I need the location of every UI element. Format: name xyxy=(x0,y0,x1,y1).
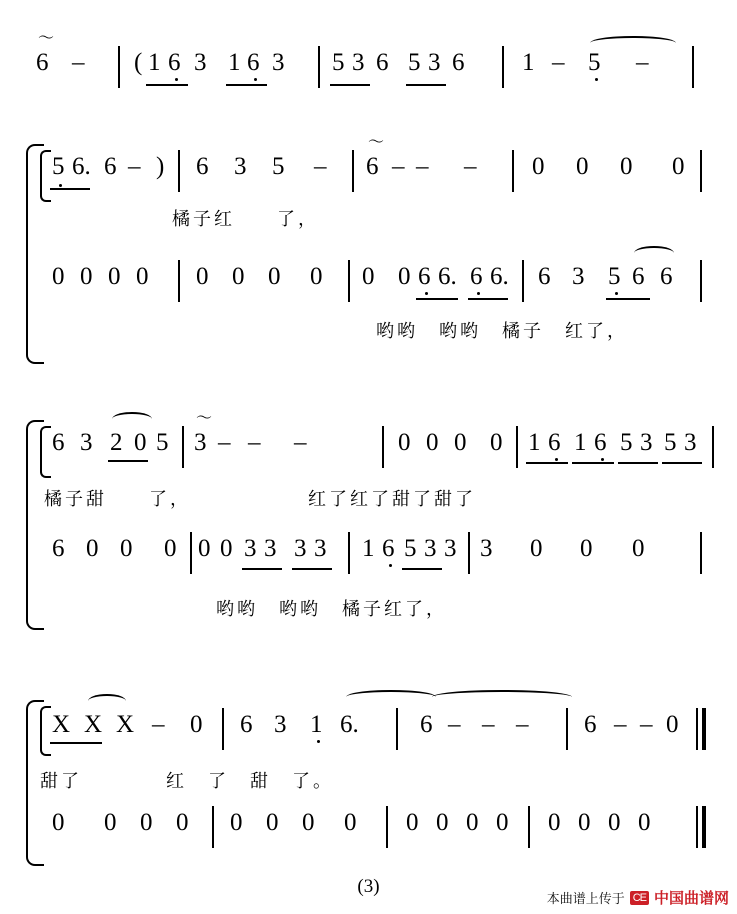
note: 0 xyxy=(576,153,589,180)
note: 6 xyxy=(538,263,551,290)
note: 0 xyxy=(496,809,509,836)
note: – xyxy=(636,49,649,76)
note: 0 xyxy=(344,809,357,836)
lyrics: 橘子红 了， xyxy=(172,209,319,229)
note: 3 xyxy=(272,49,285,76)
note: – xyxy=(248,429,261,456)
note: 3 xyxy=(640,429,653,456)
note: 5 xyxy=(332,49,345,76)
barline xyxy=(348,532,350,574)
final-barline xyxy=(702,806,706,848)
note: 0 xyxy=(426,429,439,456)
note: 0 xyxy=(198,535,211,562)
note: 0 xyxy=(302,809,315,836)
barline xyxy=(516,426,518,468)
page-number: (3) xyxy=(357,876,380,897)
note: – xyxy=(516,711,529,738)
note: 0 xyxy=(176,809,189,836)
footer-credit-text: 本曲谱上传于 xyxy=(546,891,625,906)
note: 6 xyxy=(376,49,389,76)
note: 0 xyxy=(406,809,419,836)
note: 6 xyxy=(632,263,645,290)
barline xyxy=(512,150,514,192)
lyrics: 哟哟 哟哟 橘子 红了， xyxy=(376,321,628,341)
barline xyxy=(566,708,568,750)
note: 3 xyxy=(352,49,365,76)
slur xyxy=(432,690,572,704)
note: 3 xyxy=(294,535,307,562)
note: – xyxy=(482,711,495,738)
barline xyxy=(118,46,120,88)
barline xyxy=(212,806,214,848)
octave-dot-low xyxy=(601,458,604,461)
note: 3 xyxy=(684,429,697,456)
note: 0 xyxy=(548,809,561,836)
note: 3 xyxy=(444,535,457,562)
barline xyxy=(522,260,524,302)
barline xyxy=(396,708,398,750)
barline xyxy=(382,426,384,468)
note: 6 xyxy=(420,711,433,738)
note: – xyxy=(464,153,477,180)
note: 6 xyxy=(548,429,561,456)
beam xyxy=(606,298,650,300)
beam xyxy=(108,460,148,462)
note: 1 xyxy=(148,49,161,76)
staff-line xyxy=(0,800,737,852)
slur xyxy=(112,412,152,426)
note: 0 xyxy=(398,429,411,456)
note: 0 xyxy=(454,429,467,456)
beam xyxy=(146,84,188,86)
note: – xyxy=(640,711,653,738)
note: 5 xyxy=(608,263,621,290)
note: 0 xyxy=(108,263,121,290)
note: – xyxy=(448,711,461,738)
note: 0 xyxy=(672,153,685,180)
barline xyxy=(386,806,388,848)
barline xyxy=(222,708,224,750)
note: – xyxy=(294,429,307,456)
staff-line xyxy=(0,254,737,306)
barline xyxy=(700,532,702,574)
footer-credit xyxy=(547,887,729,908)
note: 5 xyxy=(156,429,169,456)
note: 3 xyxy=(274,711,287,738)
note: 1 xyxy=(228,49,241,76)
note: 6 xyxy=(660,263,673,290)
note: 1 xyxy=(310,711,323,738)
note: X xyxy=(52,711,71,738)
note: 6 xyxy=(104,153,117,180)
octave-dot-low xyxy=(425,292,428,295)
note: 6 xyxy=(247,49,260,76)
final-barline xyxy=(696,806,698,848)
note: 6 xyxy=(168,49,181,76)
staff-line xyxy=(0,134,737,192)
note: 6 xyxy=(382,535,395,562)
note: 6. xyxy=(438,263,457,290)
note: 3 xyxy=(314,535,327,562)
note: 3 xyxy=(480,535,493,562)
octave-dot-low xyxy=(254,78,257,81)
note: 6 xyxy=(366,153,379,180)
note: 3 xyxy=(244,535,257,562)
note: X xyxy=(84,711,103,738)
beam xyxy=(50,188,90,190)
note: 1 xyxy=(528,429,541,456)
note: 3 xyxy=(424,535,437,562)
note: 5 xyxy=(408,49,421,76)
octave-dot-low xyxy=(555,458,558,461)
note: 0 xyxy=(530,535,543,562)
note: X xyxy=(116,711,135,738)
barline xyxy=(692,46,694,88)
note: 6. xyxy=(72,153,91,180)
staff-line xyxy=(0,410,737,462)
final-barline xyxy=(702,708,706,750)
site-logo-icon: CE xyxy=(630,891,649,905)
note: 0 xyxy=(362,263,375,290)
note: – xyxy=(314,153,327,180)
system-3 xyxy=(0,410,737,619)
note: 5 xyxy=(404,535,417,562)
note: 0 xyxy=(268,263,281,290)
barline xyxy=(182,426,184,468)
note: 0 xyxy=(196,263,209,290)
final-barline xyxy=(696,708,698,750)
lyrics: 甜了 红 了 甜 了。 xyxy=(40,771,334,791)
octave-dot-low xyxy=(175,78,178,81)
note: 0 xyxy=(120,535,133,562)
note: 0 xyxy=(666,711,679,738)
note: 0 xyxy=(232,263,245,290)
octave-dot-low xyxy=(477,292,480,295)
beam xyxy=(292,568,332,570)
note: ) xyxy=(156,153,165,180)
note: 0 xyxy=(578,809,591,836)
note: 5 xyxy=(588,49,601,76)
note: 6 xyxy=(470,263,483,290)
barline xyxy=(178,260,180,302)
octave-dot-low xyxy=(317,740,320,743)
note: 0 xyxy=(466,809,479,836)
note: 3 xyxy=(194,429,207,456)
beam xyxy=(402,568,442,570)
note: – xyxy=(392,153,405,180)
note: 6 xyxy=(52,429,65,456)
note: 3 xyxy=(264,535,277,562)
beam xyxy=(526,462,568,464)
system-2 xyxy=(0,134,737,341)
octave-dot-low xyxy=(595,78,598,81)
beam xyxy=(468,298,508,300)
note: 0 xyxy=(608,809,621,836)
octave-dot-low xyxy=(59,184,62,187)
beam xyxy=(242,568,282,570)
note: 0 xyxy=(190,711,203,738)
beam xyxy=(416,298,458,300)
note: 0 xyxy=(86,535,99,562)
beam xyxy=(226,84,267,86)
octave-dot-low xyxy=(389,564,392,567)
note: 5 xyxy=(664,429,677,456)
barline xyxy=(502,46,504,88)
note: 0 xyxy=(638,809,651,836)
note: 0 xyxy=(310,263,323,290)
barline xyxy=(712,426,714,468)
note: 3 xyxy=(428,49,441,76)
barline xyxy=(318,46,320,88)
staff-line xyxy=(0,30,737,86)
note: 3 xyxy=(572,263,585,290)
staff-line xyxy=(0,690,737,742)
note: 0 xyxy=(632,535,645,562)
note: 6. xyxy=(490,263,509,290)
note: 0 xyxy=(266,809,279,836)
note: 3 xyxy=(194,49,207,76)
note: 0 xyxy=(134,429,147,456)
vibrato-icon: 〜 xyxy=(368,134,385,151)
lyrics: 哟哟 哟哟 橘子红了， xyxy=(216,599,447,619)
note: 6 xyxy=(418,263,431,290)
note: 0 xyxy=(80,263,93,290)
barline xyxy=(178,150,180,192)
note: – xyxy=(416,153,429,180)
vibrato-icon: 〜 xyxy=(196,410,213,427)
note: – xyxy=(218,429,231,456)
note: 0 xyxy=(104,809,117,836)
note: 2 xyxy=(110,429,123,456)
barline xyxy=(700,260,702,302)
note: 0 xyxy=(490,429,503,456)
barline xyxy=(348,260,350,302)
note: 0 xyxy=(532,153,545,180)
note: 0 xyxy=(52,809,65,836)
note: ( xyxy=(134,49,143,76)
note: 1 xyxy=(574,429,587,456)
note: 6 xyxy=(196,153,209,180)
note: 5 xyxy=(272,153,285,180)
note: – xyxy=(614,711,627,738)
staff-line xyxy=(0,526,737,578)
beam xyxy=(662,462,702,464)
barline xyxy=(528,806,530,848)
barline xyxy=(190,532,192,574)
note: 5 xyxy=(52,153,65,180)
note: 0 xyxy=(220,535,233,562)
note: – xyxy=(72,49,85,76)
note: 6 xyxy=(36,49,49,76)
note: 6 xyxy=(52,535,65,562)
note: 6 xyxy=(240,711,253,738)
note: 6 xyxy=(452,49,465,76)
vibrato-icon: 〜 xyxy=(38,30,55,47)
note: 0 xyxy=(230,809,243,836)
beam xyxy=(618,462,658,464)
note: 0 xyxy=(136,263,149,290)
barline xyxy=(352,150,354,192)
note: 5 xyxy=(620,429,633,456)
slur xyxy=(590,36,676,50)
note: 0 xyxy=(164,535,177,562)
note: – xyxy=(128,153,141,180)
footer-site-name: 中国曲谱网 xyxy=(653,890,729,907)
note: 3 xyxy=(80,429,93,456)
barline xyxy=(468,532,470,574)
note: 0 xyxy=(436,809,449,836)
note: 6 xyxy=(594,429,607,456)
note: 0 xyxy=(140,809,153,836)
lyrics: 橘子甜 了， 红了红了甜了甜了 xyxy=(44,489,476,509)
note: 6 xyxy=(584,711,597,738)
note: 6. xyxy=(340,711,359,738)
note: – xyxy=(552,49,565,76)
note: 3 xyxy=(234,153,247,180)
beam xyxy=(572,462,614,464)
note: 0 xyxy=(620,153,633,180)
note: 1 xyxy=(522,49,535,76)
note: 0 xyxy=(52,263,65,290)
beam xyxy=(406,84,446,86)
beam xyxy=(330,84,370,86)
note: – xyxy=(152,711,165,738)
system-1 xyxy=(0,30,737,86)
barline xyxy=(700,150,702,192)
beam xyxy=(50,742,102,744)
system-4 xyxy=(0,690,737,852)
note: 0 xyxy=(580,535,593,562)
note: 0 xyxy=(398,263,411,290)
note: 1 xyxy=(362,535,375,562)
octave-dot-low xyxy=(615,292,618,295)
